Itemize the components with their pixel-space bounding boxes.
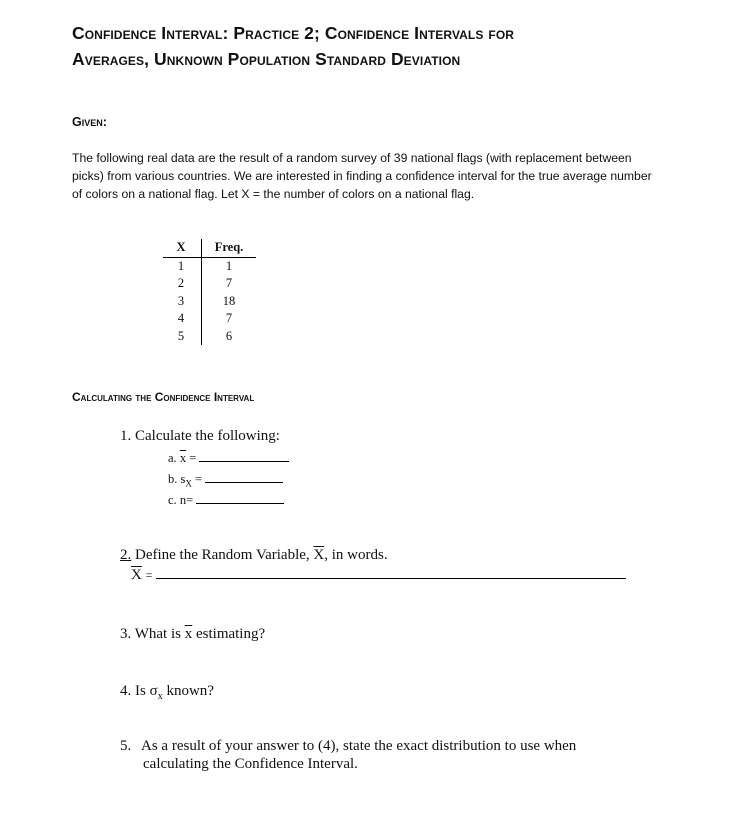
item-c-label: c. xyxy=(168,493,177,507)
question-1b xyxy=(168,472,283,489)
s-symbol xyxy=(180,472,192,489)
equals-sign: = xyxy=(186,493,194,507)
table-cell-x: 4 xyxy=(163,310,202,328)
page-title xyxy=(72,20,712,72)
question-4 xyxy=(120,682,214,706)
answer-blank-2[interactable] xyxy=(156,577,626,579)
equals-sign: = xyxy=(145,568,153,582)
item-b-label: b. xyxy=(168,472,178,486)
table-cell-freq: 18 xyxy=(222,293,236,308)
column-header-x: X xyxy=(163,239,202,257)
question-3-text-post: estimating? xyxy=(195,626,266,642)
column-header-freq: Freq. xyxy=(202,239,257,257)
equals-sign: = xyxy=(189,451,197,465)
question-1c xyxy=(168,493,284,508)
table-cell-freq: 7 xyxy=(225,276,233,291)
equals-sign: = xyxy=(195,472,203,486)
table-cell-freq: 7 xyxy=(225,311,233,326)
question-4-number: 4. xyxy=(120,683,132,699)
question-2-number: 2. xyxy=(120,547,132,563)
question-2-text-pre: Define the Random Variable, xyxy=(135,547,310,563)
question-5-line-1: As a result of your answer to (4), state the exact distribution to use when xyxy=(141,738,577,754)
table-cell-x: 1 xyxy=(163,257,202,275)
table-cell-freq: 6 xyxy=(225,328,233,343)
item-a-label: a. xyxy=(168,451,177,465)
question-2 xyxy=(120,546,388,564)
intro-paragraph: The following real data are the result of a random survey of 39 national flags (with replacement between picks) from various countries. We are interested in finding a confidence interval for the true average number of colors on a national flag. Let X = the number of colors on a national flag. xyxy=(72,151,652,201)
x-bar-symbol: $\overline{X}$ xyxy=(313,547,325,563)
x-bar-symbol: $\overline{x}$ xyxy=(184,626,193,642)
s-subscript: X xyxy=(185,478,192,489)
question-3-text-pre: What is xyxy=(134,626,181,642)
x-bar-symbol: $\overline{x}$ xyxy=(179,451,187,465)
question-5-number: 5. xyxy=(120,738,132,754)
question-2-text-post: , in words. xyxy=(324,547,388,563)
frequency-table xyxy=(163,239,256,345)
title-line-1: Confidence Interval: Practice 2; Confidence Intervals for xyxy=(72,23,515,43)
n-symbol: n xyxy=(179,493,187,507)
question-1-number: 1. xyxy=(120,428,132,444)
table-header-row xyxy=(163,239,256,257)
table-cell-freq: 1 xyxy=(225,258,233,273)
table-cell-x: 3 xyxy=(163,293,202,311)
given-heading: Given: xyxy=(72,115,107,129)
s-letter: s xyxy=(180,472,186,486)
question-5 xyxy=(120,737,576,755)
question-2-answer xyxy=(131,566,626,584)
answer-blank-b[interactable] xyxy=(205,481,283,483)
question-1a xyxy=(168,451,289,466)
answer-blank-a[interactable] xyxy=(199,460,289,462)
question-5-line-2: calculating the Confidence Interval. xyxy=(143,756,358,772)
question-1-text: Calculate the following: xyxy=(135,428,280,444)
table-cell-x: 5 xyxy=(163,328,202,346)
sigma-symbol xyxy=(149,683,163,702)
sigma-letter: σ xyxy=(149,683,158,699)
answer-blank-c[interactable] xyxy=(196,502,284,504)
table-row xyxy=(163,275,256,293)
question-4-text-post: known? xyxy=(166,683,214,699)
question-3-number: 3. xyxy=(120,626,132,642)
table-row xyxy=(163,293,256,311)
table-row xyxy=(163,328,256,346)
title-line-2: Averages, Unknown Population Standard Deviation xyxy=(72,49,461,69)
question-3 xyxy=(120,625,265,643)
table-cell-x: 2 xyxy=(163,275,202,293)
table-row xyxy=(163,310,256,328)
question-4-text-pre: Is xyxy=(135,683,146,699)
x-bar-symbol: $\overline{X}$ xyxy=(131,567,142,583)
table-row xyxy=(163,257,256,275)
question-1 xyxy=(120,427,280,445)
sigma-subscript: x xyxy=(157,691,163,702)
calculating-heading: Calculating the Confidence Interval xyxy=(72,390,255,404)
